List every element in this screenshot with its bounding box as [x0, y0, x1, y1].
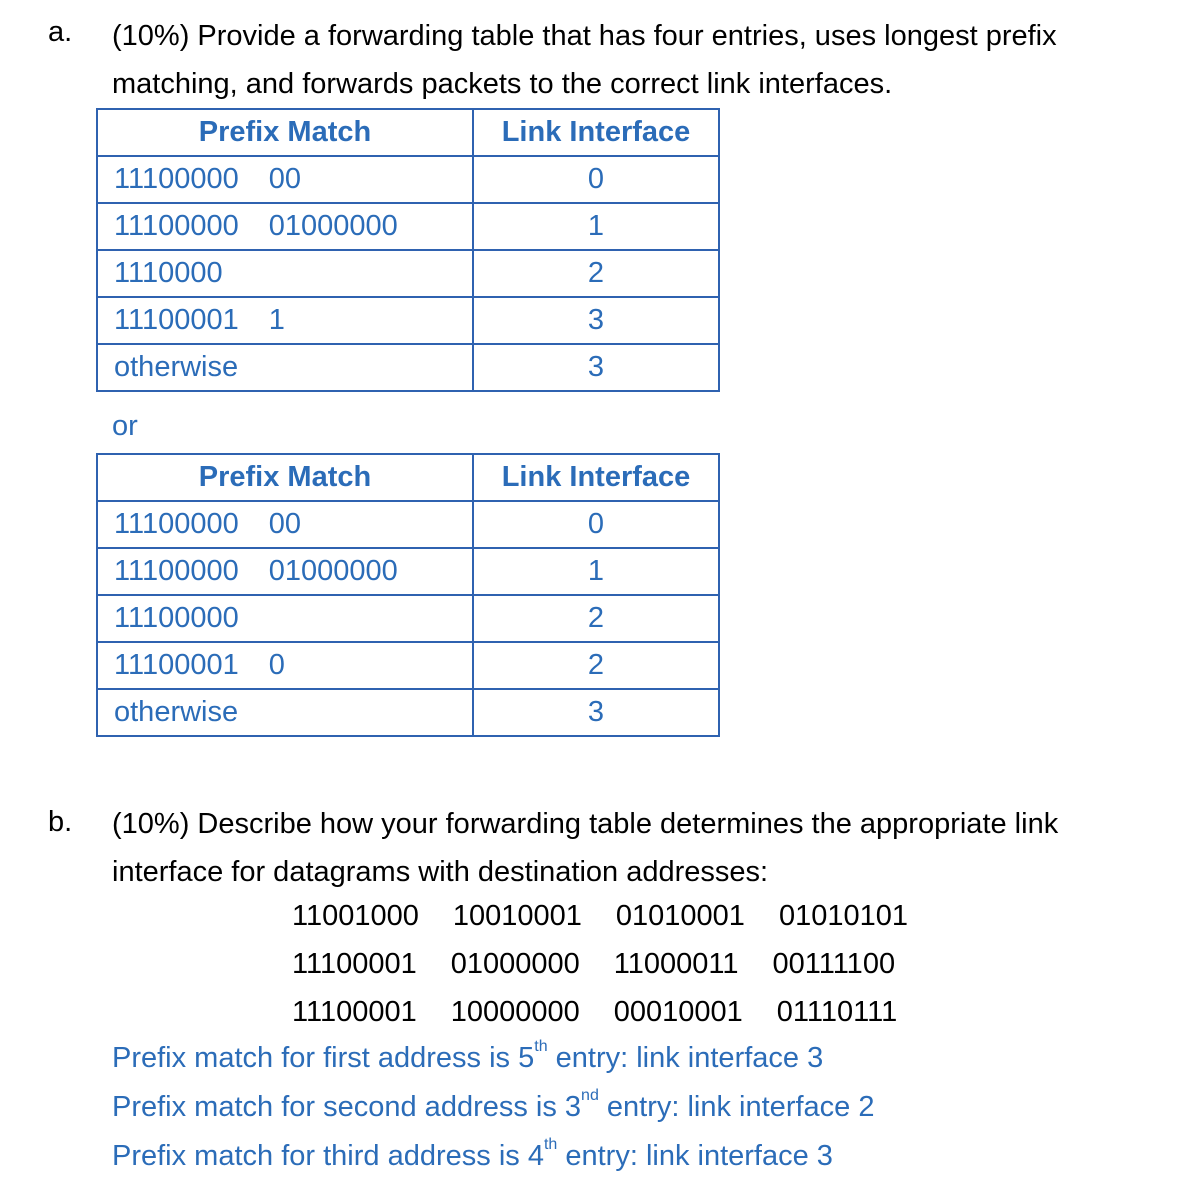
prefix-part1: 11100000 — [114, 555, 239, 587]
part-b-line2: interface for datagrams with destination addresses: — [112, 856, 769, 888]
prefix-cell — [97, 501, 473, 548]
link-cell: 3 — [473, 689, 719, 736]
ordinal-suffix: nd — [581, 1087, 599, 1104]
prefix-part1: 11100000 — [114, 163, 239, 195]
link-interface-header: Link Interface — [473, 109, 719, 156]
answer-text: entry: link interface 2 — [598, 1091, 875, 1123]
part-b-line1: (10%) Describe how your forwarding table determines the appropriate link — [112, 808, 1059, 840]
prefix-cell — [97, 250, 473, 297]
or-separator: or — [112, 410, 138, 442]
address-octet: 11100001 — [292, 948, 417, 980]
address-octet: 11100001 — [292, 996, 417, 1028]
address-octet: 00010001 — [613, 996, 743, 1028]
address-octet: 01010001 — [615, 900, 745, 932]
prefix-part1: 11100001 — [114, 304, 239, 336]
table-header-row — [97, 109, 719, 156]
answer-line — [112, 1087, 875, 1124]
prefix-part1: 11100001 — [114, 649, 239, 681]
prefix-part2: 01000000 — [268, 210, 398, 242]
prefix-part1: 11100000 — [114, 508, 239, 540]
prefix-cell — [97, 344, 473, 391]
table-row — [97, 297, 719, 344]
link-cell: 1 — [473, 548, 719, 595]
prefix-part1: 1110000 — [114, 257, 223, 289]
table-row — [97, 250, 719, 297]
part-b-question — [112, 800, 1058, 896]
address-octet: 10000000 — [450, 996, 580, 1028]
table-row — [97, 642, 719, 689]
table-row — [97, 689, 719, 736]
table-header-row — [97, 454, 719, 501]
part-b-letter: b. — [48, 806, 73, 838]
answer-text: Prefix match for first address is 5 — [112, 1042, 535, 1074]
address-octet: 00111100 — [772, 948, 896, 980]
link-cell: 1 — [473, 203, 719, 250]
part-a-line2: matching, and forwards packets to the correct link interfaces. — [112, 68, 893, 100]
prefix-cell — [97, 203, 473, 250]
table-row — [97, 344, 719, 391]
answer-line — [112, 1136, 833, 1173]
ordinal-suffix: th — [543, 1136, 558, 1153]
address-octet: 10010001 — [452, 900, 582, 932]
prefix-match-header: Prefix Match — [97, 109, 473, 156]
prefix-part1: otherwise — [114, 696, 239, 728]
link-interface-header: Link Interface — [473, 454, 719, 501]
address-row — [292, 900, 908, 933]
prefix-part1: 11100000 — [114, 602, 239, 634]
address-octet: 11000011 — [613, 948, 739, 980]
answer-text: Prefix match for third address is 4 — [112, 1140, 544, 1172]
address-row — [292, 996, 897, 1029]
answer-text: Prefix match for second address is 3 — [112, 1091, 582, 1123]
prefix-part2: 1 — [268, 304, 285, 336]
link-cell: 3 — [473, 297, 719, 344]
link-cell: 2 — [473, 595, 719, 642]
link-cell: 2 — [473, 250, 719, 297]
ordinal-suffix: th — [534, 1038, 548, 1055]
address-octet: 01110111 — [776, 996, 898, 1028]
part-a-letter: a. — [48, 16, 73, 48]
prefix-part2: 01000000 — [268, 555, 398, 587]
link-cell: 0 — [473, 501, 719, 548]
prefix-part2: 00 — [268, 163, 301, 195]
answer-text: entry: link interface 3 — [547, 1042, 824, 1074]
link-cell: 2 — [473, 642, 719, 689]
table-row — [97, 203, 719, 250]
table-row — [97, 501, 719, 548]
answer-text: entry: link interface 3 — [557, 1140, 833, 1172]
link-cell: 3 — [473, 344, 719, 391]
forwarding-table-1 — [96, 108, 720, 392]
prefix-part2: 0 — [268, 649, 285, 681]
address-octet: 11001000 — [292, 900, 419, 932]
address-row — [292, 948, 895, 981]
address-octet: 01000000 — [450, 948, 580, 980]
forwarding-table-2 — [96, 453, 720, 737]
address-octet: 01010101 — [778, 900, 908, 932]
prefix-cell — [97, 297, 473, 344]
prefix-cell — [97, 548, 473, 595]
prefix-match-header: Prefix Match — [97, 454, 473, 501]
link-cell: 0 — [473, 156, 719, 203]
prefix-cell — [97, 689, 473, 736]
prefix-part1: otherwise — [114, 351, 239, 383]
prefix-part2: 00 — [268, 508, 301, 540]
prefix-cell — [97, 642, 473, 689]
table-row — [97, 595, 719, 642]
part-a-question — [112, 12, 1057, 108]
part-a-line1: (10%) Provide a forwarding table that has four entries, uses longest prefix — [112, 20, 1057, 52]
answer-line — [112, 1038, 824, 1075]
table-row — [97, 548, 719, 595]
prefix-part1: 11100000 — [114, 210, 239, 242]
table-row — [97, 156, 719, 203]
prefix-cell — [97, 156, 473, 203]
prefix-cell — [97, 595, 473, 642]
